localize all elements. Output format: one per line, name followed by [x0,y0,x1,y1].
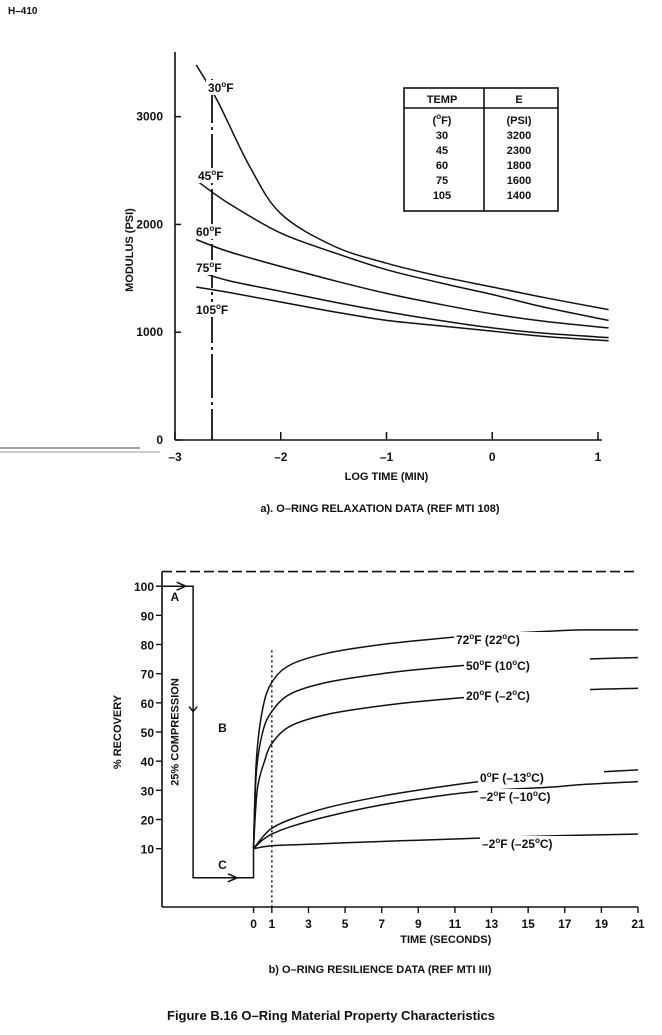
series-line [254,688,639,848]
table-header: E [515,94,523,106]
x-tick-label: 1 [268,917,276,931]
table-cell: 2300 [506,145,532,157]
series-label: 75$^o$F [196,260,222,275]
y-tick-label: 80 [140,638,154,653]
series-label: 0$^o$F (–13$^o$C) [480,770,544,785]
y-tick-label: 10 [140,842,154,857]
table-frame [404,88,558,211]
table-unit: (PSI) [506,115,532,127]
y-tick-label: 100 [133,580,154,595]
y-tick-label: 3000 [136,109,163,124]
x-tick-label: 19 [594,917,609,931]
table-unit: ($^o$F) [432,112,452,127]
y-tick-label: 20 [140,813,154,828]
x-axis-label: LOG TIME (MIN) [344,471,429,483]
series-label: 105$^o$F [196,302,229,317]
y-tick-label: 50 [140,726,154,740]
series-label: –2$^o$F (–25$^o$C) [482,836,553,851]
x-tick-label: 21 [631,917,645,931]
x-tick-label: 3 [305,917,312,931]
series-label: 45$^o$F [198,168,224,183]
chart-caption: a). O–RING RELAXATION DATA (REF MTI 108) [260,503,500,515]
table-cell: 60 [435,160,449,172]
series-label: 50$^o$F (10$^o$C) [466,658,530,673]
x-tick-label: –2 [274,450,288,464]
point-label: C [218,858,227,873]
y-axis-label: MODULUS (PSI) [124,208,136,292]
y-tick-label: 40 [140,755,154,770]
x-tick-label: 13 [484,917,499,931]
table-cell: 105 [432,190,452,202]
table-header: TEMP [426,94,458,106]
x-tick-label: 0 [488,450,496,464]
compression-label: 25% COMPRESSION [169,678,182,786]
y-tick-label: 1000 [136,325,163,340]
y-tick-label: 0 [156,433,163,447]
figure-caption: Figure B.16 O–Ring Material Property Characteristics [167,1008,495,1023]
y-tick-label: 30 [140,784,154,799]
page-label: H–410 [8,6,38,17]
x-tick-label: –1 [379,450,394,464]
x-tick-label: 11 [448,917,462,931]
y-tick-label: 70 [140,667,154,682]
series-line [196,271,608,338]
x-tick-label: 0 [250,917,257,931]
series-label: 30$^o$F [208,80,234,95]
table-cell: 1800 [506,160,532,172]
table-cell: 1400 [506,190,532,202]
x-tick-label: 5 [341,917,349,931]
y-tick-label: 2000 [136,217,163,232]
x-axis-label: TIME (SECONDS) [400,934,492,946]
x-tick-label: 17 [558,917,572,931]
x-tick-label: 15 [521,917,535,931]
series-label: 60$^o$F [196,224,222,239]
series-label: 72$^o$F (22$^o$C) [456,632,520,647]
y-tick-label: 60 [140,696,154,711]
x-tick-label: –3 [168,450,182,464]
table-cell: 1600 [506,175,532,187]
x-tick-label: 7 [378,917,386,931]
table-cell: 30 [435,130,449,142]
table-cell: 3200 [506,130,532,142]
y-tick-label: 90 [140,609,154,624]
y-axis-label: % RECOVERY [112,694,124,770]
resilience-chart [0,545,662,1005]
series-label: 20$^o$F (–2$^o$C) [466,688,530,703]
chart-caption: b) O–RING RESILIENCE DATA (REF MTI III) [268,964,492,976]
table-cell: 75 [435,175,449,187]
x-tick-label: 1 [594,450,602,464]
x-tick-label: 9 [414,917,422,931]
point-label: A [170,589,180,604]
series-label: –2$^o$F (–10$^o$C) [480,789,551,804]
table-cell: 45 [435,145,449,157]
point-label: B [218,721,227,735]
